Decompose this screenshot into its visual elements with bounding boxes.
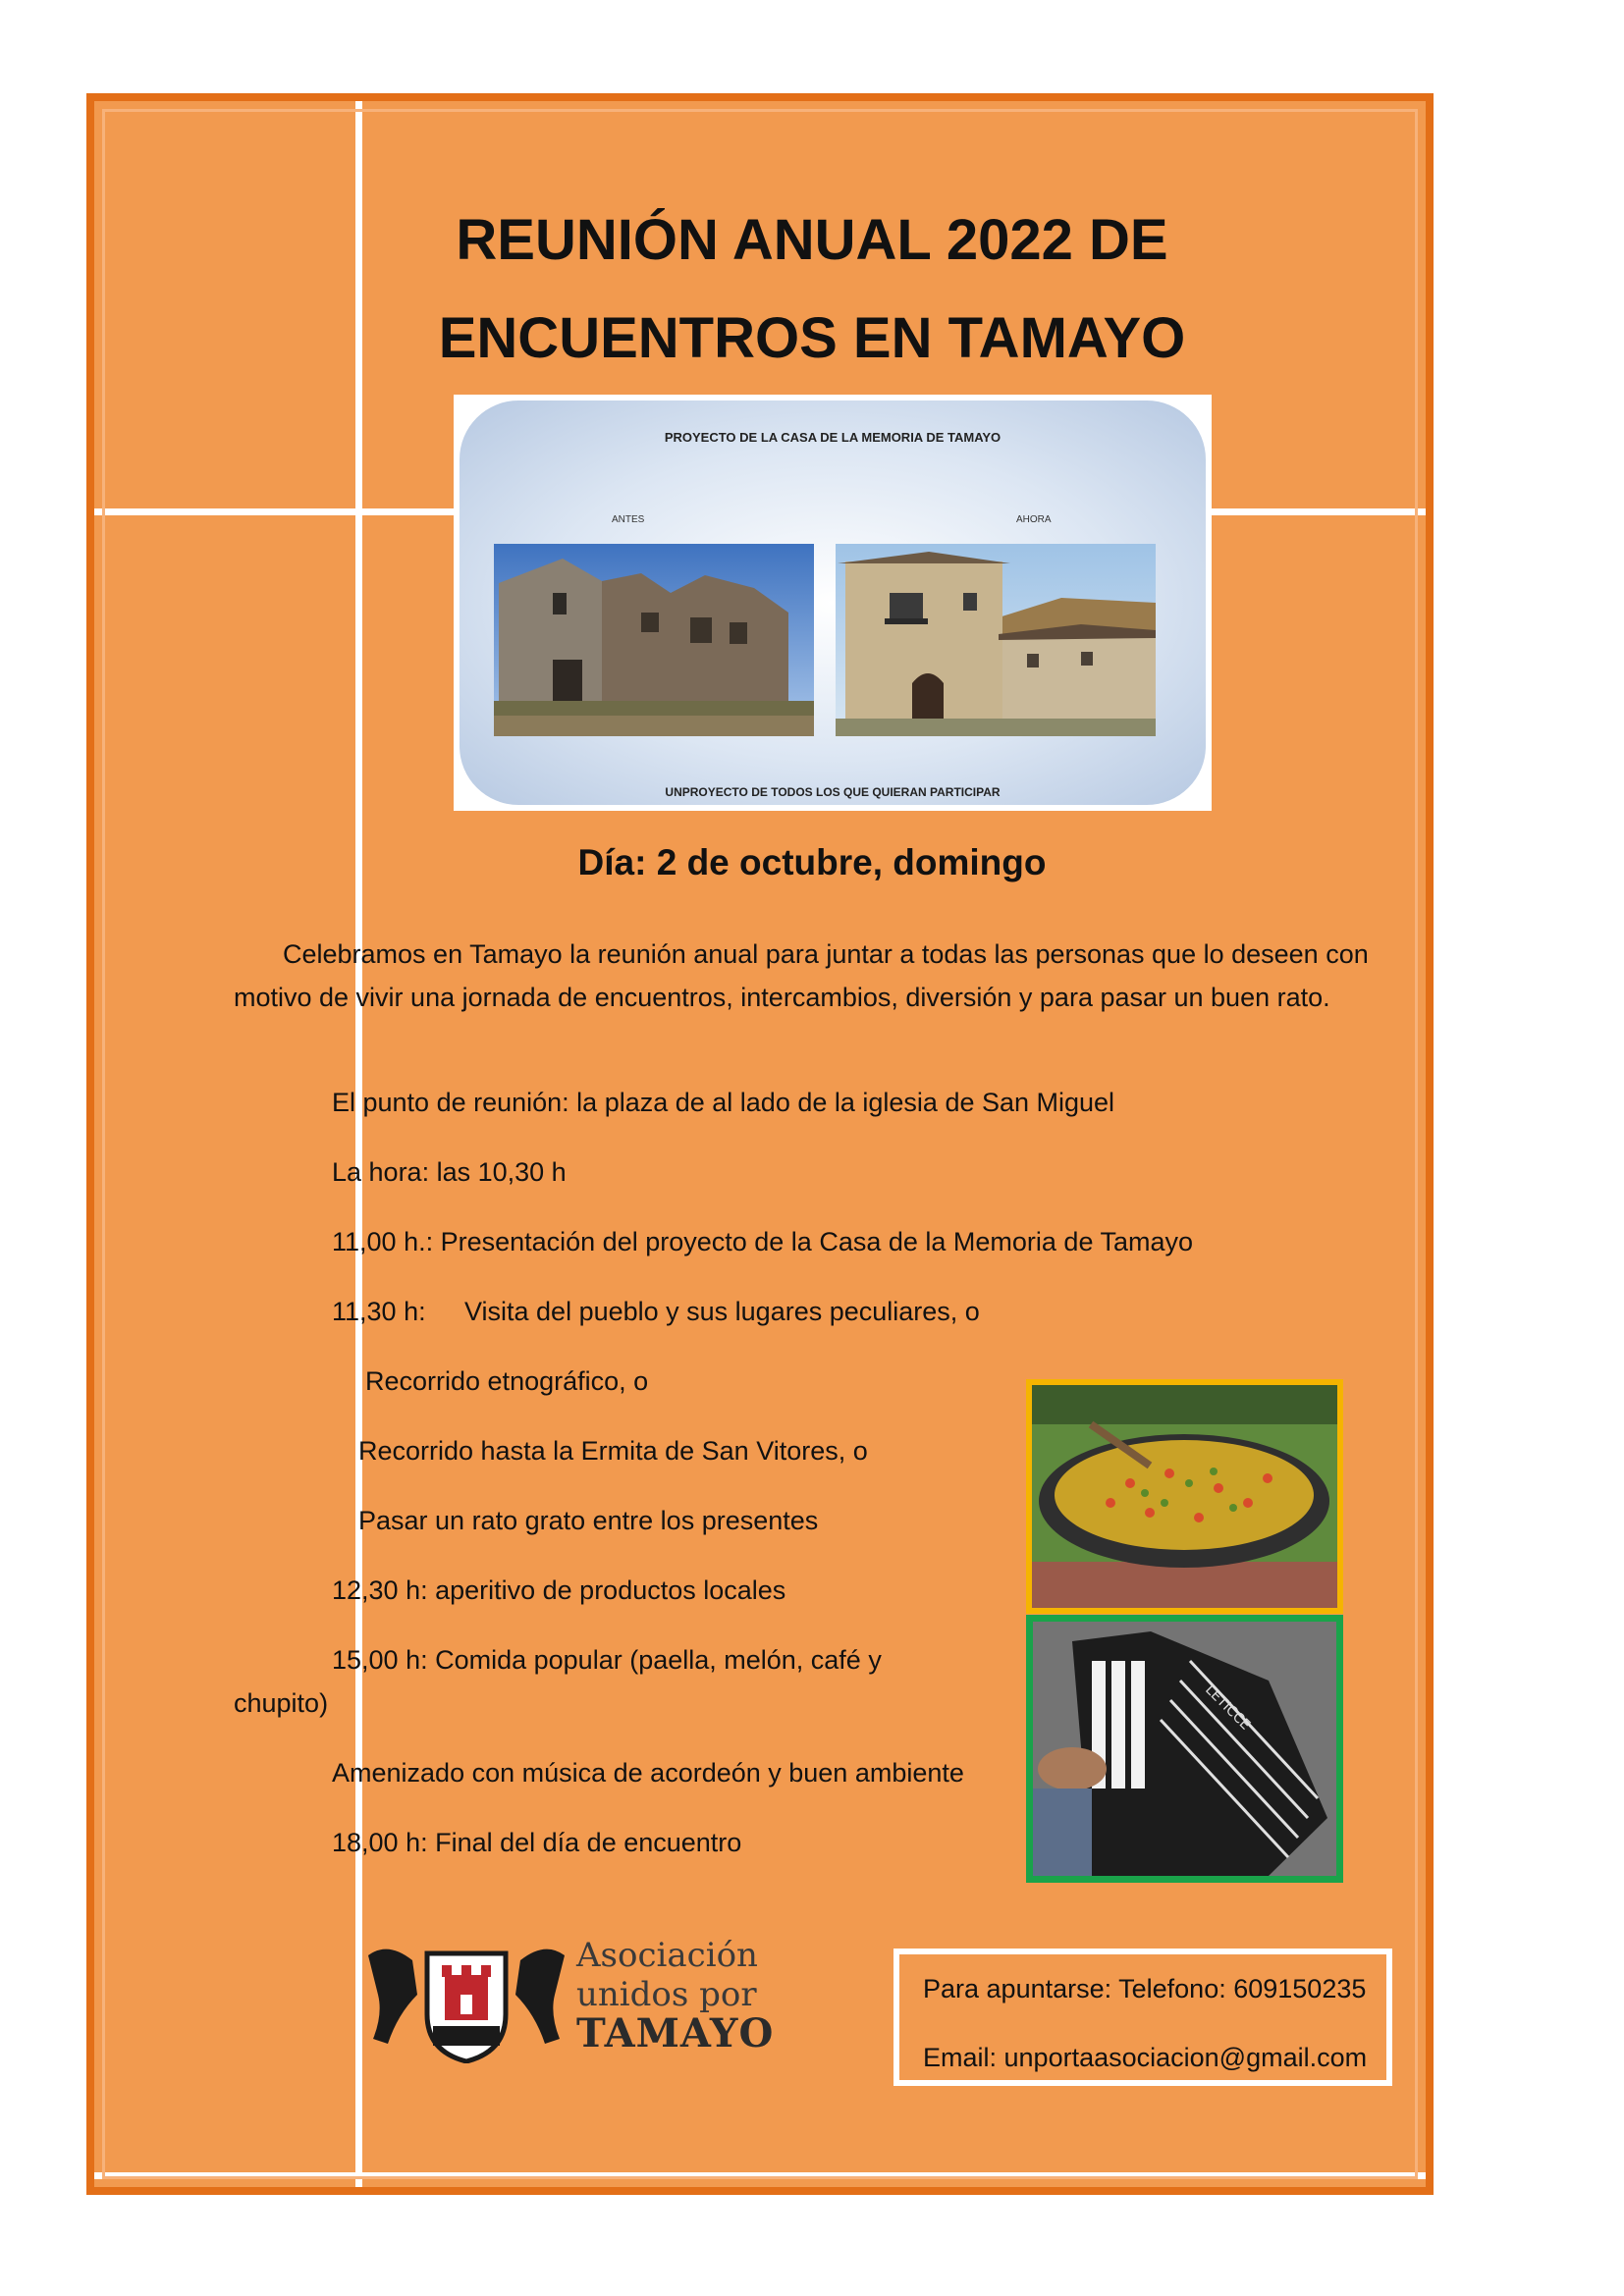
- banner-after-label: AHORA: [1016, 514, 1052, 525]
- logo-line-2: unidos por: [576, 1975, 757, 2014]
- contact-email[interactable]: Email: unportaasociacion@gmail.com: [923, 2043, 1368, 2072]
- project-banner: [454, 395, 1212, 811]
- schedule-visit-desc: Visita del pueblo y sus lugares peculiares, o: [464, 1297, 980, 1326]
- paella-photo: [1026, 1379, 1343, 1614]
- schedule-musica: Amenizado con música de acordeón y buen ambiente: [332, 1758, 964, 1788]
- schedule-option-1: Recorrido etnográfico, o: [365, 1366, 649, 1396]
- banner-footer: UNPROYECTO DE TODOS LOS QUE QUIERAN PARTICIPAR: [665, 785, 1001, 799]
- banner-title: PROYECTO DE LA CASA DE LA MEMORIA DE TAMAYO: [664, 430, 1001, 445]
- title-line-2: ENCUENTROS EN TAMAYO: [438, 306, 1186, 370]
- logo-line-3: TAMAYO: [576, 2010, 775, 2056]
- schedule-comida: 15,00 h: Comida popular (paella, melón, café y: [332, 1645, 882, 1675]
- schedule-option-2: Recorrido hasta la Ermita de San Vitores, o: [358, 1436, 868, 1466]
- schedule-visit-time: 11,30 h:: [332, 1297, 426, 1326]
- event-date: Día: 2 de octubre, domingo: [577, 842, 1047, 882]
- intro-paragraph: Celebramos en Tamayo la reunión anual para juntar a todas las personas que lo deseen con motivo de vivir una jornada de encuentros, intercambios, diversión y para pasar un buen rato.: [234, 939, 1369, 1012]
- accordion-photo: [1026, 1615, 1343, 1883]
- schedule-option-3: Pasar un rato grato entre los presentes: [358, 1506, 819, 1535]
- banner-panel: [460, 400, 1206, 805]
- restored-house-photo: [836, 544, 1156, 736]
- association-logo: [358, 1936, 790, 2063]
- schedule-meeting-point: El punto de reunión: la plaza de al lado de la iglesia de San Miguel: [332, 1088, 1115, 1117]
- vertical-stripe: [355, 101, 362, 2187]
- contact-phone: Para apuntarse: Telefono: 609150235: [923, 1974, 1367, 2003]
- title-line-1: REUNIÓN ANUAL 2022 DE: [456, 208, 1168, 272]
- banner-before-label: ANTES: [612, 514, 645, 525]
- contact-box: [893, 1949, 1392, 2086]
- schedule-final: 18,00 h: Final del día de encuentro: [332, 1828, 742, 1857]
- ruined-house-photo: [494, 544, 814, 736]
- schedule-presentation: 11,00 h.: Presentación del proyecto de la Casa de la Memoria de Tamayo: [332, 1227, 1194, 1256]
- bottom-stripe: [94, 2172, 1426, 2179]
- accordion-brand: LETICCE: [1202, 1682, 1254, 1734]
- schedule-time: La hora: las 10,30 h: [332, 1157, 567, 1187]
- logo-line-1: Asociación: [576, 1936, 758, 1975]
- coat-of-arms-icon: [358, 1936, 574, 2063]
- schedule-comida-cont: chupito): [234, 1688, 329, 1718]
- logo-text: [576, 1936, 774, 2054]
- schedule-aperitivo: 12,30 h: aperitivo de productos locales: [332, 1575, 786, 1605]
- page-title: [0, 191, 1624, 388]
